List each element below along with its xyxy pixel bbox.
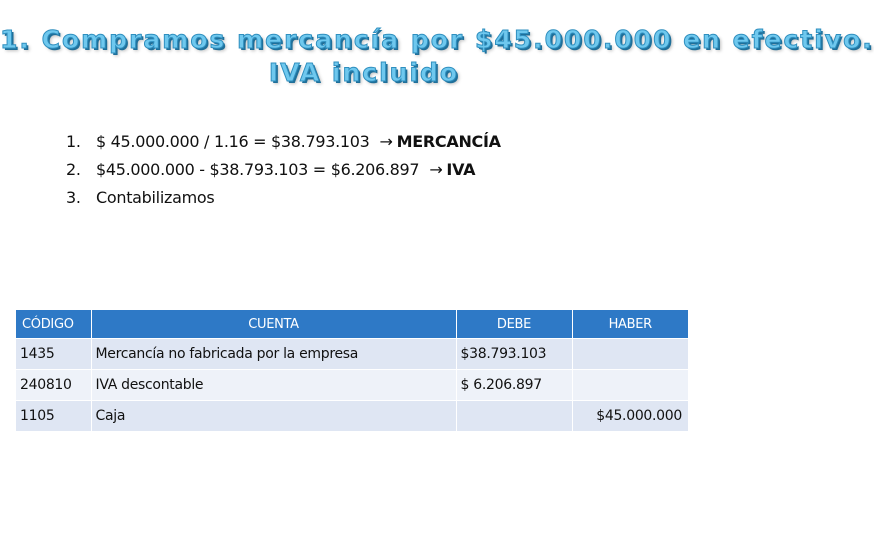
slide-title-line-2: IVA incluido — [268, 57, 460, 87]
cell-credit — [572, 339, 688, 370]
header-debit: DEBE — [456, 310, 572, 339]
header-code: CÓDIGO — [16, 310, 91, 339]
cell-account: IVA descontable — [91, 370, 456, 401]
cell-credit — [572, 370, 688, 401]
table-row — [16, 401, 688, 432]
cell-code: 1105 — [16, 401, 91, 432]
journal-entry-table — [16, 310, 688, 431]
header-credit: HABER — [572, 310, 688, 339]
slide-title-line-1: 1. Compramos mercancía por $45.000.000 en efectivo. — [0, 24, 874, 54]
steps-list — [66, 128, 501, 212]
step-result: MERCANCÍA — [396, 132, 501, 151]
step-item-3 — [66, 184, 501, 212]
step-number: 1. — [66, 132, 81, 151]
cell-debit: $38.793.103 — [456, 339, 572, 370]
cell-code: 240810 — [16, 370, 91, 401]
step-text: Contabilizamos — [96, 188, 215, 207]
cell-debit: $ 6.206.897 — [456, 370, 572, 401]
step-item-1 — [66, 128, 501, 156]
header-account: CUENTA — [91, 310, 456, 339]
arrow-icon: → — [379, 132, 393, 151]
step-result: IVA — [446, 160, 476, 179]
cell-debit — [456, 401, 572, 432]
slide-title — [0, 23, 874, 89]
step-text: $45.000.000 - $38.793.103 = $6.206.897 — [96, 160, 420, 179]
step-item-2 — [66, 156, 501, 184]
table-row — [16, 370, 688, 401]
table-row — [16, 339, 688, 370]
cell-account: Caja — [91, 401, 456, 432]
cell-code: 1435 — [16, 339, 91, 370]
step-number: 2. — [66, 160, 81, 179]
arrow-icon: → — [429, 160, 443, 179]
cell-credit: $45.000.000 — [572, 401, 688, 432]
table-header-row — [16, 310, 688, 339]
step-text: $ 45.000.000 / 1.16 = $38.793.103 — [96, 132, 370, 151]
step-number: 3. — [66, 188, 81, 207]
cell-account: Mercancía no fabricada por la empresa — [91, 339, 456, 370]
